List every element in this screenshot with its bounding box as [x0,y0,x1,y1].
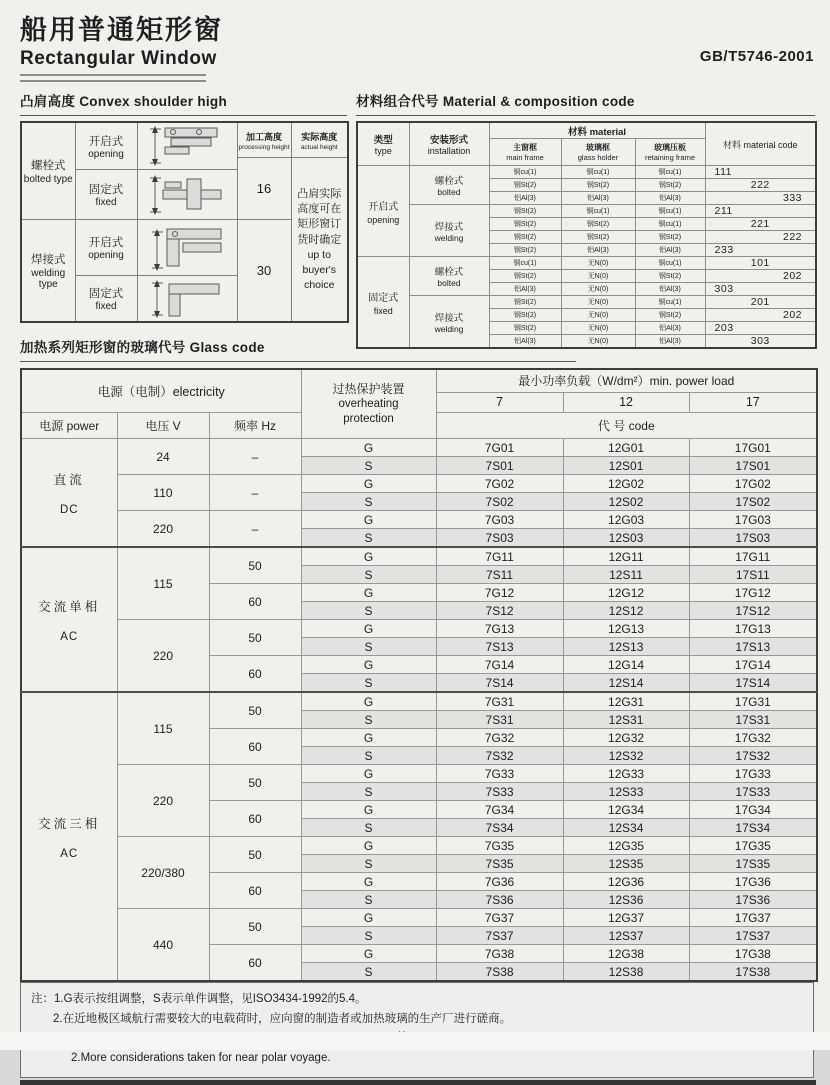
voltage-cell: 440 [117,909,209,982]
glass-code-cell: 7G33 [436,765,563,783]
protection-type-cell: G [301,837,436,855]
frequency-cell: 60 [209,584,301,620]
glass-code-cell: 12G34 [563,801,689,819]
glass-code-row [21,475,817,493]
material-retaining-frame-cell: 铝Al(3) [635,322,705,335]
glass-code-cell: 17S03 [689,529,817,548]
frequency-cell: 60 [209,801,301,837]
protection-type-cell: S [301,927,436,945]
glass-section-title: 加热系列矩形窗的玻璃代号 Glass code [20,336,576,362]
convex-type-bolted: 螺栓式 bolted type [21,122,75,220]
glass-code-cell: 12G33 [563,765,689,783]
material-main-frame-cell: 钢St(2) [489,296,561,309]
glass-code-cell: 12S32 [563,747,689,765]
glass-code-cell: 7G03 [436,511,563,529]
material-glass-holder-cell: 无N(0) [561,257,635,270]
frequency-cell: – [209,511,301,548]
glass-code-cell: 12S37 [563,927,689,945]
page-margin-strip [0,1032,830,1050]
material-header-install: 安装形式 installation [409,122,489,166]
glass-code-row [21,909,817,927]
page-bottom-rule [20,1080,816,1085]
material-code-table [356,121,817,349]
material-main-frame-cell: 铜cu(1) [489,166,561,179]
glass-code-cell: 12G38 [563,945,689,963]
material-glass-holder-cell: 无N(0) [561,296,635,309]
material-code-section [356,90,815,349]
material-header-main-frame: 主窗框 main frame [489,139,561,166]
glass-code-cell: 12G02 [563,475,689,493]
glass-code-cell: 17G34 [689,801,817,819]
material-glass-holder-cell: 铜cu(1) [561,205,635,218]
protection-type-cell: G [301,511,436,529]
material-retaining-frame-cell: 铜cu(1) [635,205,705,218]
glass-header-freq: 频率 Hz [209,413,301,439]
glass-code-cell: 17S12 [689,602,817,620]
glass-code-cell: 12G35 [563,837,689,855]
note-line-4: 2.More considerations taken for near polar voyage. [71,1051,331,1064]
convex-style-bolted-opening: 开启式 opening [75,122,137,170]
material-retaining-frame-cell: 铝Al(3) [635,283,705,296]
glass-code-cell: 12S01 [563,457,689,475]
glass-code-cell: 17G12 [689,584,817,602]
glass-code-cell: 7S36 [436,891,563,909]
glass-table-body [21,439,817,982]
voltage-cell: 110 [117,475,209,511]
protection-type-cell: S [301,855,436,873]
glass-code-cell: 7G01 [436,439,563,457]
glass-code-cell: 17S01 [689,457,817,475]
frequency-cell: 60 [209,873,301,909]
glass-code-cell: 7S03 [436,529,563,548]
glass-code-cell: 17S13 [689,638,817,656]
material-install-cell: 螺栓式 bolted [409,257,489,296]
glass-code-cell: 7S37 [436,927,563,945]
material-retaining-frame-cell: 铜cu(1) [635,296,705,309]
protection-type-cell: S [301,963,436,982]
glass-code-table [20,368,818,982]
protection-type-cell: S [301,493,436,511]
glass-code-cell: 12G31 [563,692,689,711]
protection-type-cell: S [301,747,436,765]
material-install-cell: 焊接式 welding [409,205,489,257]
material-glass-holder-cell: 无N(0) [561,335,635,349]
power-source-cell: 交流单相 AC [21,547,117,692]
convex-section-title: 凸肩高度 Convex shoulder high [20,90,347,116]
material-retaining-frame-cell: 钢St(2) [635,179,705,192]
glass-header-load-7: 7 [436,392,563,412]
glass-code-cell: 7G38 [436,945,563,963]
protection-type-cell: G [301,439,436,457]
glass-code-cell: 7G35 [436,837,563,855]
glass-code-cell: 7G13 [436,620,563,638]
protection-type-cell: G [301,909,436,927]
power-source-cell: 交流三相 AC [21,692,117,981]
glass-code-cell: 12S14 [563,674,689,693]
protection-type-cell: G [301,584,436,602]
material-glass-holder-cell: 无N(0) [561,283,635,296]
frequency-cell: 50 [209,909,301,945]
material-glass-holder-cell: 铜cu(1) [561,166,635,179]
material-code-cell: 333 [705,192,816,205]
glass-code-cell: 17G33 [689,765,817,783]
glass-code-cell: 7G12 [436,584,563,602]
material-header-retaining-frame: 玻璃压板 retaining frame [635,139,705,166]
glass-header-electricity: 电源（电制）electricity [21,369,301,413]
glass-code-cell: 17S02 [689,493,817,511]
glass-code-cell: 17G13 [689,620,817,638]
protection-type-cell: S [301,819,436,837]
glass-code-cell: 17G37 [689,909,817,927]
glass-code-row [21,620,817,638]
convex-header-processing: 加工高度 processing height [237,122,291,158]
glass-code-cell: 17G03 [689,511,817,529]
material-header-type: 类型 type [357,122,409,166]
glass-code-cell: 17G02 [689,475,817,493]
material-code-cell: 111 [705,166,816,179]
glass-code-cell: 7G31 [436,692,563,711]
glass-code-cell: 17S34 [689,819,817,837]
material-retaining-frame-cell: 铝Al(3) [635,192,705,205]
material-main-frame-cell: 钢St(2) [489,270,561,283]
convex-shoulder-table [20,121,349,323]
material-main-frame-cell: 铝Al(3) [489,335,561,349]
glass-code-cell: 7G11 [436,547,563,566]
glass-code-cell: 12S34 [563,819,689,837]
glass-code-cell: 12G37 [563,909,689,927]
glass-header-voltage: 电压 V [117,413,209,439]
convex-style-bolted-fixed: 固定式 fixed [75,170,137,220]
glass-code-cell: 17G32 [689,729,817,747]
material-main-frame-cell: 铜cu(1) [489,257,561,270]
frequency-cell: 60 [209,656,301,693]
glass-code-cell: 7S35 [436,855,563,873]
glass-code-cell: 7S14 [436,674,563,693]
glass-header-code-label: 代 号 code [436,413,817,439]
material-row [357,166,816,179]
material-code-cell: 221 [705,218,816,231]
glass-header-power-load: 最小功率负载（W/dm²）min. power load [436,369,817,392]
glass-code-cell: 7S13 [436,638,563,656]
glass-code-cell: 7S11 [436,566,563,584]
drawing-cell [137,276,237,323]
frequency-cell: – [209,475,301,511]
material-glass-holder-cell: 钢St(2) [561,231,635,244]
voltage-cell: 220/380 [117,837,209,909]
glass-code-row [21,439,817,457]
material-retaining-frame-cell: 铝Al(3) [635,335,705,349]
glass-code-row [21,547,817,566]
protection-type-cell: S [301,674,436,693]
material-install-cell: 螺栓式 bolted [409,166,489,205]
glass-code-cell: 17S36 [689,891,817,909]
glass-code-row [21,765,817,783]
material-main-frame-cell: 钢St(2) [489,309,561,322]
power-source-cell: 直流 DC [21,439,117,548]
glass-code-cell: 12S31 [563,711,689,729]
material-table-body [357,166,816,349]
frequency-cell: 50 [209,837,301,873]
voltage-cell: 24 [117,439,209,475]
glass-code-cell: 7S02 [436,493,563,511]
drawing-cell [137,220,237,276]
material-main-frame-cell: 钢St(2) [489,218,561,231]
material-code-cell: 202 [705,309,816,322]
cross-section-drawing-bolted-fixed [141,173,233,217]
note-line-1: 注：1.G表示按组调整，S表示单件调整，见ISO3434-1992的5.4。 [31,993,367,1005]
glass-code-cell: 7S32 [436,747,563,765]
cross-section-drawing-welded-opening [141,224,233,272]
material-section-title: 材料组合代号 Material & composition code [356,90,815,116]
material-main-frame-cell: 钢St(2) [489,179,561,192]
convex-type-welding: 焊接式 welding type [21,220,75,323]
glass-code-cell: 12G36 [563,873,689,891]
protection-type-cell: S [301,891,436,909]
protection-type-cell: G [301,765,436,783]
convex-value-welding: 30 [237,220,291,323]
material-glass-holder-cell: 无N(0) [561,309,635,322]
glass-code-cell: 12G03 [563,511,689,529]
glass-code-cell: 7S01 [436,457,563,475]
convex-style-welding-opening: 开启式 opening [75,220,137,276]
material-code-cell: 222 [705,179,816,192]
protection-type-cell: G [301,620,436,638]
material-code-cell: 201 [705,296,816,309]
protection-type-cell: G [301,801,436,819]
protection-type-cell: S [301,566,436,584]
material-code-cell: 303 [705,283,816,296]
glass-code-cell: 12G01 [563,439,689,457]
drawing-cell [137,122,237,170]
frequency-cell: 60 [209,729,301,765]
material-row [357,257,816,270]
title-double-rule [20,74,206,82]
material-header-code: 材料 material code [705,122,816,166]
material-code-cell: 203 [705,322,816,335]
frequency-cell: 50 [209,620,301,656]
material-install-cell: 焊接式 welding [409,296,489,349]
glass-code-cell: 12S33 [563,783,689,801]
material-retaining-frame-cell: 钢St(2) [635,270,705,283]
glass-code-cell: 17S35 [689,855,817,873]
material-main-frame-cell: 铝Al(3) [489,192,561,205]
material-row [357,205,816,218]
glass-code-cell: 7G32 [436,729,563,747]
glass-header-power: 电源 power [21,413,117,439]
glass-code-cell: 17S31 [689,711,817,729]
protection-type-cell: G [301,692,436,711]
material-retaining-frame-cell: 铜cu(1) [635,166,705,179]
standard-number: GB/T5746-2001 [699,48,814,65]
page-title-cn: 船用普通矩形窗 [20,15,223,45]
glass-header-protection: 过热保护装置 overheating protection [301,369,436,439]
glass-code-cell: 7S34 [436,819,563,837]
frequency-cell: 50 [209,765,301,801]
material-glass-holder-cell: 无N(0) [561,322,635,335]
drawing-cell [137,170,237,220]
glass-code-row [21,692,817,711]
convex-value-bolted: 16 [237,158,291,220]
glass-header-load-17: 17 [689,392,817,412]
material-code-cell: 233 [705,244,816,257]
glass-code-cell: 17G31 [689,692,817,711]
glass-code-cell: 12G14 [563,656,689,674]
material-code-cell: 211 [705,205,816,218]
material-code-cell: 303 [705,335,816,349]
material-code-cell: 202 [705,270,816,283]
glass-code-cell: 12G12 [563,584,689,602]
frequency-cell: 50 [209,692,301,729]
protection-type-cell: S [301,529,436,548]
protection-type-cell: G [301,873,436,891]
material-retaining-frame-cell: 钢St(2) [635,231,705,244]
note-line-2: 2.在近地极区域航行需要较大的电载荷时，应向窗的制造者或加热玻璃的生产厂进行磋商。 [53,1012,512,1025]
glass-code-cell: 12S36 [563,891,689,909]
notes-box [20,982,814,1078]
cross-section-drawing-welded-fixed [141,278,233,320]
protection-type-cell: S [301,711,436,729]
material-glass-holder-cell: 无N(0) [561,270,635,283]
material-retaining-frame-cell: 铜cu(1) [635,257,705,270]
glass-code-cell: 17S32 [689,747,817,765]
material-type-cell: 开启式 opening [357,166,409,257]
glass-code-cell: 17S37 [689,927,817,945]
material-header-material-group: 材料 material [489,122,705,139]
glass-code-section [20,336,816,1085]
material-type-cell: 固定式 fixed [357,257,409,349]
material-glass-holder-cell: 铝Al(3) [561,192,635,205]
voltage-cell: 220 [117,511,209,548]
glass-code-cell: 17G35 [689,837,817,855]
glass-code-cell: 12S35 [563,855,689,873]
protection-type-cell: S [301,602,436,620]
protection-type-cell: G [301,729,436,747]
glass-code-cell: 7S31 [436,711,563,729]
protection-type-cell: G [301,945,436,963]
material-glass-holder-cell: 钢St(2) [561,218,635,231]
glass-code-cell: 12G32 [563,729,689,747]
glass-code-cell: 12S02 [563,493,689,511]
convex-header-actual: 实际高度 actual height [291,122,348,158]
protection-type-cell: S [301,638,436,656]
glass-code-cell: 17G36 [689,873,817,891]
material-main-frame-cell: 钢St(2) [489,231,561,244]
frequency-cell: – [209,439,301,475]
material-retaining-frame-cell: 钢St(2) [635,309,705,322]
cross-section-drawing-bolted-opening [141,124,233,168]
glass-code-cell: 7S38 [436,963,563,982]
frequency-cell: 50 [209,547,301,584]
glass-code-cell: 7G37 [436,909,563,927]
material-main-frame-cell: 铝Al(3) [489,283,561,296]
protection-type-cell: G [301,475,436,493]
glass-code-cell: 12G11 [563,547,689,566]
glass-code-cell: 7S12 [436,602,563,620]
glass-code-cell: 12S11 [563,566,689,584]
protection-type-cell: G [301,656,436,674]
convex-actual-note: 凸肩实际高度可在矩形窗订货时确定 up to buyer's choice [291,158,348,323]
material-main-frame-cell: 钢St(2) [489,322,561,335]
voltage-cell: 220 [117,765,209,837]
material-glass-holder-cell: 铝Al(3) [561,244,635,257]
glass-code-cell: 7G34 [436,801,563,819]
voltage-cell: 115 [117,547,209,620]
material-glass-holder-cell: 钢St(2) [561,179,635,192]
material-retaining-frame-cell: 铜cu(1) [635,218,705,231]
voltage-cell: 220 [117,620,209,693]
glass-code-cell: 12S03 [563,529,689,548]
glass-code-row [21,837,817,855]
glass-code-cell: 7G36 [436,873,563,891]
material-code-cell: 222 [705,231,816,244]
glass-code-cell: 7G02 [436,475,563,493]
glass-code-cell: 17G38 [689,945,817,963]
glass-code-cell: 12S12 [563,602,689,620]
glass-code-row [21,511,817,529]
glass-code-cell: 17G01 [689,439,817,457]
glass-code-cell: 17S33 [689,783,817,801]
glass-code-cell: 12G13 [563,620,689,638]
convex-shoulder-section [20,90,347,323]
glass-code-cell: 7S33 [436,783,563,801]
glass-code-cell: 7G14 [436,656,563,674]
material-code-cell: 101 [705,257,816,270]
material-main-frame-cell: 钢St(2) [489,205,561,218]
voltage-cell: 115 [117,692,209,765]
page-title-en: Rectangular Window [20,48,217,69]
material-retaining-frame-cell: 铝Al(3) [635,244,705,257]
material-main-frame-cell: 钢St(2) [489,244,561,257]
glass-code-cell: 12S13 [563,638,689,656]
material-header-glass-holder: 玻璃框 glass holder [561,139,635,166]
page-header [20,8,223,82]
glass-code-cell: 12S38 [563,963,689,982]
protection-type-cell: S [301,783,436,801]
frequency-cell: 60 [209,945,301,982]
convex-style-welding-fixed: 固定式 fixed [75,276,137,323]
material-row [357,296,816,309]
protection-type-cell: G [301,547,436,566]
glass-code-cell: 17G14 [689,656,817,674]
glass-code-cell: 17S38 [689,963,817,982]
glass-code-cell: 17S11 [689,566,817,584]
glass-code-cell: 17G11 [689,547,817,566]
glass-code-cell: 17S14 [689,674,817,693]
protection-type-cell: S [301,457,436,475]
glass-header-load-12: 12 [563,392,689,412]
